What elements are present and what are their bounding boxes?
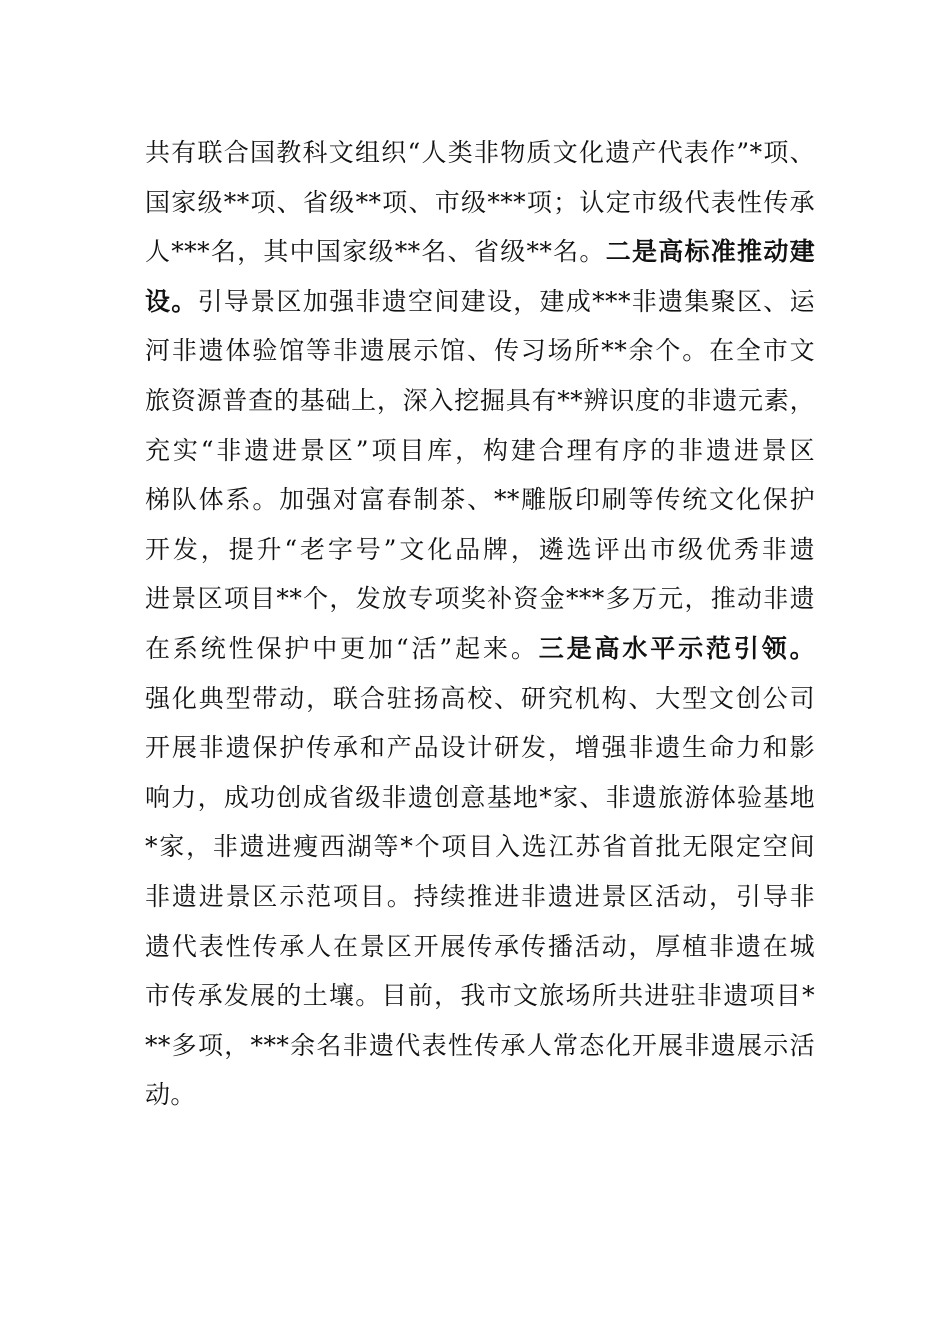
body-text: 非遗进景区示范项目。持续推进非遗进景区活动，引导非 <box>145 881 815 911</box>
text-line <box>145 376 815 426</box>
text-line <box>145 475 815 525</box>
body-text: 响力，成功创成省级非遗创意基地*家、非遗旅游体验基地 <box>145 782 815 812</box>
text-line <box>145 426 815 476</box>
body-text: 梯队体系。加强对富春制茶、**雕版印刷等传统文化保护 <box>145 485 815 515</box>
body-text: 河非遗体验馆等非遗展示馆、传习场所**余个。在全市文 <box>145 336 815 366</box>
text-line <box>145 574 815 624</box>
body-text: 市传承发展的土壤。目前，我市文旅场所共进驻非遗项目* <box>145 981 815 1011</box>
body-text: 人***名，其中国家级**名、省级**名。 <box>145 237 606 267</box>
text-line <box>145 525 815 575</box>
body-text: 旅资源普查的基础上，深入挖掘具有**辨识度的非遗元素， <box>145 385 815 415</box>
body-text: 在系统性保护中更加“活”起来。 <box>145 633 539 663</box>
body-text: 引导景区加强非遗空间建设，建成***非遗集聚区、运 <box>197 286 815 316</box>
body-text: 国家级**项、省级**项、市级***项；认定市级代表性传承 <box>145 187 815 217</box>
body-text: *家，非遗进瘦西湖等*个项目入选江苏省首批无限定空间 <box>145 832 815 862</box>
body-text: 强化典型带动，联合驻扬高校、研究机构、大型文创公司 <box>145 683 815 713</box>
body-text: 开展非遗保护传承和产品设计研发，增强非遗生命力和影 <box>145 733 815 763</box>
text-line <box>145 872 815 922</box>
bold-heading-text: 设。 <box>145 286 198 316</box>
body-text: 共有联合国教科文组织“人类非物质文化遗产代表作”*项、 <box>145 138 815 167</box>
bold-heading-text: 二是高标准推动建 <box>605 237 815 267</box>
text-line <box>145 624 815 674</box>
text-line <box>145 178 815 228</box>
bold-heading-text: 三是高水平示范引领。 <box>538 633 815 663</box>
text-line <box>145 128 815 178</box>
body-text: **多项，***余名非遗代表性传承人常态化开展非遗展示活 <box>145 1030 815 1060</box>
body-paragraph <box>145 128 815 1120</box>
text-line <box>145 723 815 773</box>
text-line <box>145 227 815 277</box>
body-text: 充实“非遗进景区”项目库，构建合理有序的非遗进景区 <box>145 435 815 465</box>
text-line <box>145 326 815 376</box>
text-line <box>145 674 815 724</box>
body-text: 开发，提升“老字号”文化品牌，遴选评出市级优秀非遗 <box>145 534 815 564</box>
text-line <box>145 922 815 972</box>
text-line <box>145 773 815 823</box>
body-text: 进景区项目**个，发放专项奖补资金***多万元，推动非遗 <box>145 584 815 614</box>
text-line <box>145 1021 815 1071</box>
text-line <box>145 1070 815 1120</box>
body-text: 动。 <box>145 1080 196 1110</box>
text-line <box>145 277 815 327</box>
text-line <box>145 822 815 872</box>
text-line <box>145 971 815 1021</box>
body-text: 遗代表性传承人在景区开展传承传播活动，厚植非遗在城 <box>145 931 815 961</box>
